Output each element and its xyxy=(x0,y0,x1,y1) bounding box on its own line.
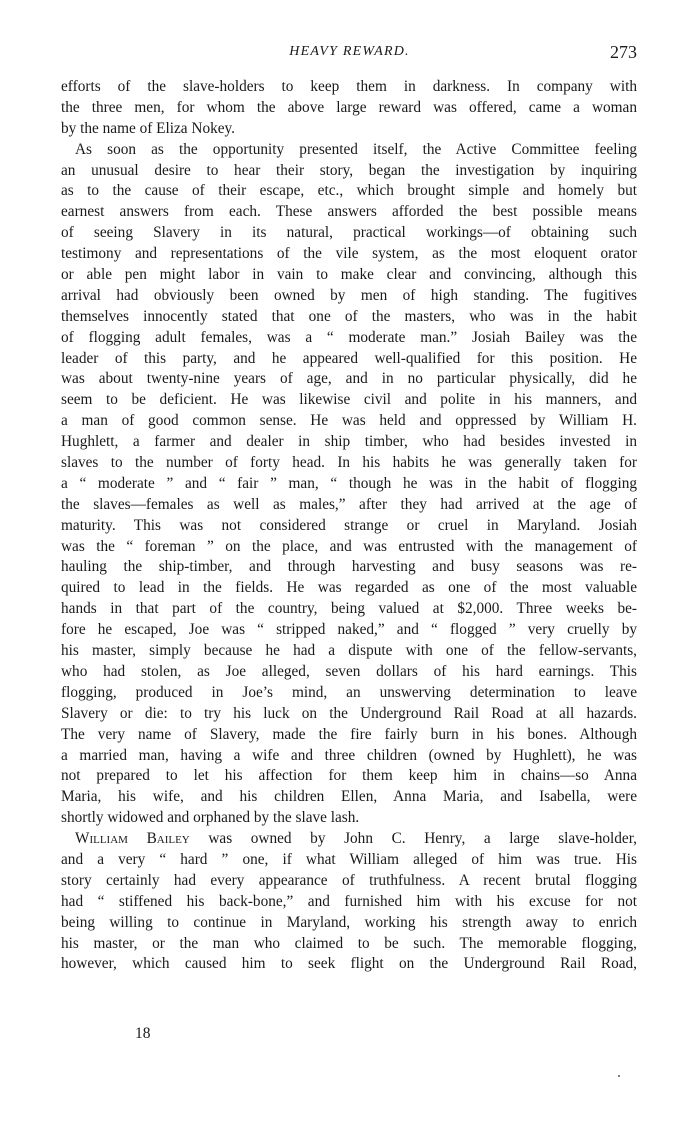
text-line: and a very “ hard ” one, if what William alleged of him was true. His xyxy=(61,850,637,868)
text-line: As soon as the opportunity presented itself, the Active Committee feeling xyxy=(75,140,637,158)
person-name-first: William xyxy=(75,830,128,848)
text-line: seem to be deficient. He was likewise civil and polite in his manners, and xyxy=(61,391,637,409)
text-line: shortly widowed and orphaned by the slave lash. xyxy=(61,809,360,827)
text-line: his master, simply because he had a dispute with one of the fellow-servants, xyxy=(61,642,637,660)
running-title: HEAVY REWARD. xyxy=(289,44,410,59)
text-line: the three men, for whom the above large reward was offered, came a woman xyxy=(61,98,637,116)
text-line: flogging, produced in Joe’s mind, an unswerving determination to leave xyxy=(61,683,637,701)
text-line: slaves to the number of forty head. In his habits he was generally taken for xyxy=(61,454,637,472)
text-line: being willing to continue in Maryland, working his strength away to enrich xyxy=(61,913,637,931)
text-line: a married man, having a wife and three children (owned by Hughlett), he was xyxy=(61,746,637,764)
text-line: had “ stiffened his back-bone,” and furnished him with his excuse for not xyxy=(61,892,637,910)
text-line: of flogging adult females, was a “ moderate man.” Josiah Bailey was the xyxy=(61,328,637,346)
text-line: was about twenty-nine years of age, and in no particular physically, did he xyxy=(61,370,637,388)
text-line: by the name of Eliza Nokey. xyxy=(61,119,236,137)
text-line: a man of good common sense. He was held and oppressed by William H. xyxy=(61,412,637,430)
text-line: an unusual desire to hear their story, began the investigation by inquiring xyxy=(61,161,637,179)
signature-mark: 18 xyxy=(135,1025,151,1042)
ink-speck xyxy=(618,1075,620,1077)
text-line: hands in that part of the country, being valued at $2,000. Three weeks be- xyxy=(61,600,637,618)
text-line: his master, or the man who claimed to be such. The memorable flogging, xyxy=(61,934,637,952)
text-line: story certainly had every appearance of truthfulness. A recent brutal flogging xyxy=(61,871,637,889)
text-fragment: was owned by John C. Henry, a large slave-holder, xyxy=(189,830,638,848)
text-line: The very name of Slavery, made the fire fairly burn in his bones. Although xyxy=(61,725,637,743)
text-line: testimony and representations of the vile system, as the most eloquent orator xyxy=(61,245,637,263)
person-name-last: Bailey xyxy=(146,830,190,848)
text-line: Slavery or die: to try his luck on the Underground Rail Road at all hazards. xyxy=(61,704,637,722)
text-line: leader of this party, and he appeared well-qualified for this position. He xyxy=(61,349,637,367)
text-line: not prepared to let his affection for them keep him in chains—so Anna xyxy=(61,767,637,785)
text-line: maturity. This was not considered strange or cruel in Maryland. Josiah xyxy=(61,516,637,534)
running-head xyxy=(62,42,637,66)
text-line: however, which caused him to seek flight on the Underground Rail Road, xyxy=(61,955,637,973)
text-line: was the “ foreman ” on the place, and was entrusted with the management of xyxy=(61,537,637,555)
text-line xyxy=(61,829,637,850)
text-line: themselves innocently stated that one of the masters, who was in the habit xyxy=(61,307,637,325)
text-line: quired to lead in the fields. He was regarded as one of the most valuable xyxy=(61,579,637,597)
page-number: 273 xyxy=(610,42,637,62)
text-line: Hughlett, a farmer and dealer in ship timber, who had besides invested in xyxy=(61,433,637,451)
text-line: or able pen might labor in vain to make clear and convincing, although this xyxy=(61,266,637,284)
text-line: efforts of the slave-holders to keep them in darkness. In company with xyxy=(61,78,637,95)
text-line: hauling the ship-timber, and through harvesting and busy seasons was re- xyxy=(61,558,637,576)
text-line: Maria, his wife, and his children Ellen, Anna Maria, and Isabella, were xyxy=(61,788,637,806)
body-text xyxy=(61,77,637,975)
text-line: of seeing Slavery in its natural, practical workings—of obtaining such xyxy=(61,224,637,242)
text-line: fore he escaped, Joe was “ stripped naked,” and “ flogged ” very cruelly by xyxy=(61,621,637,639)
text-line: a “ moderate ” and “ fair ” man, “ though he was in the habit of flogging xyxy=(61,474,637,492)
text-line: arrival had obviously been owned by men of high standing. The fugitives xyxy=(61,286,637,304)
text-line: earnest answers from each. These answers afforded the best possible means xyxy=(61,203,637,221)
text-line: as to the cause of their escape, etc., which brought simple and homely but xyxy=(61,182,637,200)
text-line: the slaves—females as well as males,” after they had arrived at the age of xyxy=(61,495,637,513)
text-line: who had stolen, as Joe alleged, seven dollars of his hard earnings. This xyxy=(61,662,637,680)
